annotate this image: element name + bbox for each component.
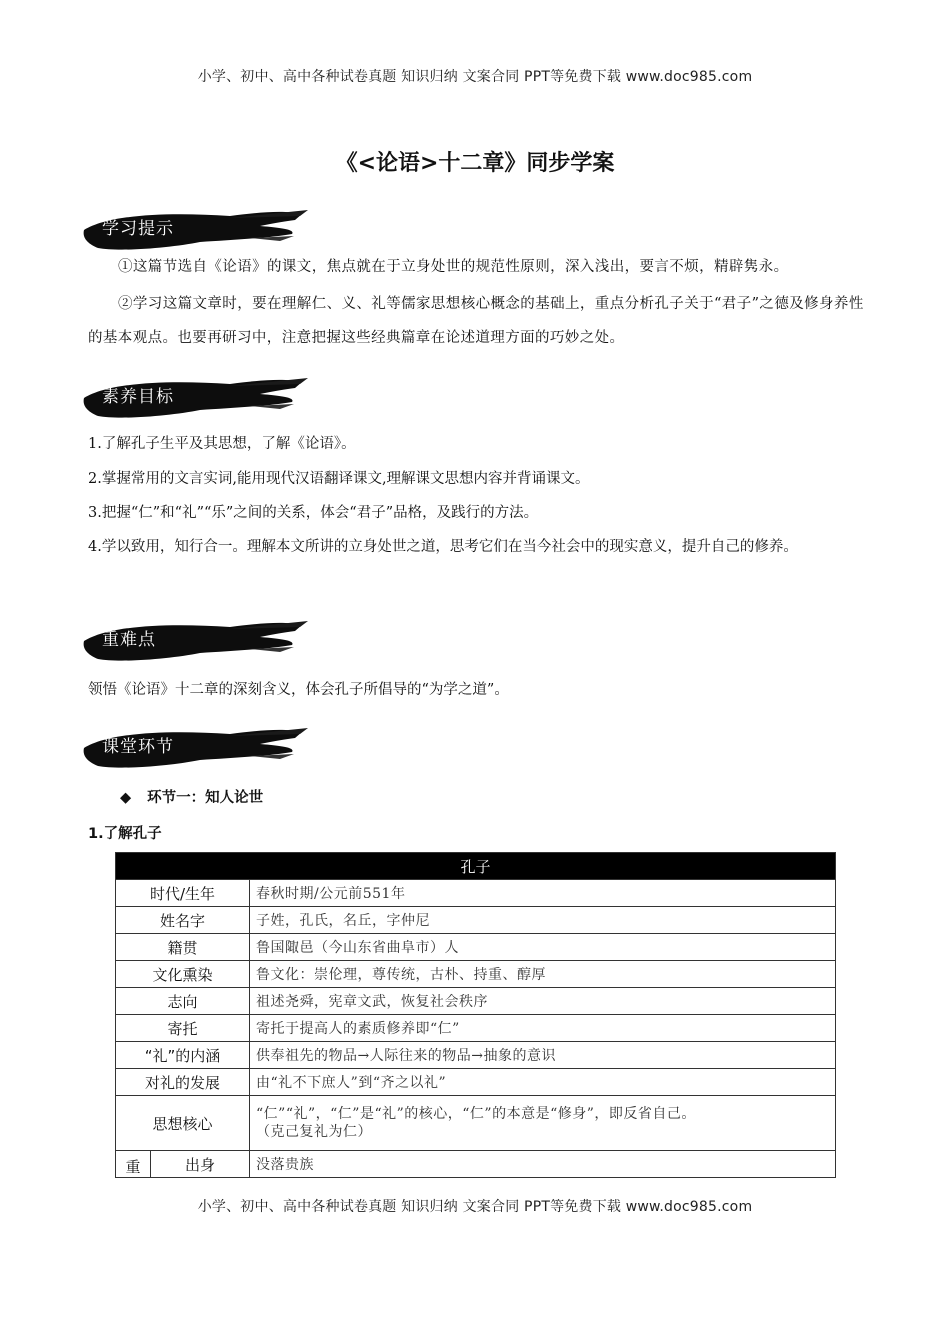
table-key-cell: 对礼的发展 [116, 1069, 250, 1096]
section-header-class [80, 726, 310, 774]
diamond-bullet-icon: ◆ [120, 790, 132, 806]
table-row [116, 880, 836, 907]
table-row [116, 934, 836, 961]
table-title: 孔子 [116, 853, 836, 880]
section-title-tips: 学习提示 [102, 219, 174, 239]
table-row [116, 1042, 836, 1069]
section-header-goals [80, 376, 310, 424]
table-value-cell: 供奉祖先的物品→人际往来的物品→抽象的意识 [250, 1042, 836, 1069]
table-key-cell: 出身 [151, 1151, 250, 1178]
goal-item-2: 2.掌握常用的文言实词,能用现代汉语翻译课文,理解课文思想内容并背诵课文。 [88, 471, 590, 487]
tips-paragraph-1: ①这篇节选自《论语》的课文，焦点就在于立身处世的规范性原则，深入浅出，要言不烦，精辟隽永。 [118, 259, 789, 275]
table-value-cell: 鲁文化：崇伦理，尊传统，古朴、持重、醇厚 [250, 961, 836, 988]
table-key-cell: 思想核心 [116, 1096, 250, 1151]
section-title-key: 重难点 [102, 630, 156, 650]
core-line-2: （克己复礼为仁） [256, 1124, 372, 1140]
section-title-goals: 素养目标 [102, 387, 174, 407]
table-key-cell: 时代/生年 [116, 880, 250, 907]
footer-banner: 小学、初中、高中各种试卷真题 知识归纳 文案合同 PPT等免费下载 www.doc985.com [197, 1199, 753, 1215]
table-value-cell: 由“礼不下庶人”到“齐之以礼” [250, 1069, 836, 1096]
table-value-cell: 鲁国陬邑（今山东省曲阜市）人 [250, 934, 836, 961]
table-group-cell: 重 [116, 1151, 151, 1178]
table-key-cell: 籍贯 [116, 934, 250, 961]
table-value-cell: 子姓，孔氏，名丘，字仲尼 [250, 907, 836, 934]
table-key-cell: 姓名字 [116, 907, 250, 934]
table-value-cell: 没落贵族 [250, 1151, 836, 1178]
goal-item-4: 4.学以致用，知行合一。理解本文所讲的立身处世之道，思考它们在当今社会中的现实意义，提升自己的修养。 [88, 539, 798, 555]
table-value-cell-core [250, 1096, 836, 1151]
goal-item-3: 3.把握“仁”和“礼”“乐”之间的关系，体会“君子”品格，及践行的方法。 [88, 505, 539, 521]
table-key-cell: 志向 [116, 988, 250, 1015]
table-row [116, 907, 836, 934]
table-key-cell: “礼”的内涵 [116, 1042, 250, 1069]
section-title-class: 课堂环节 [102, 737, 174, 757]
table-row [116, 1069, 836, 1096]
stage-one-heading [120, 786, 263, 807]
tips-paragraph-2: ②学习这篇文章时，要在理解仁、义、礼等儒家思想核心概念的基础上，重点分析孔子关于“君子”之德及修身养性的基本观点。也要再研习中，注意把握这些经典篇章在论述道理方面的巧妙之处。 [88, 296, 864, 346]
confucius-info-table [115, 852, 836, 1178]
core-line-1: “仁”“礼”，“仁”是“礼”的核心，“仁”的本意是“修身”，即反省自己。 [256, 1106, 696, 1122]
key-points-text: 领悟《论语》十二章的深刻含义，体会孔子所倡导的“为学之道”。 [88, 682, 509, 698]
stage-one-label: 环节一：知人论世 [147, 790, 264, 806]
table-value-cell: 春秋时期/公元前551年 [250, 880, 836, 907]
header-banner: 小学、初中、高中各种试卷真题 知识归纳 文案合同 PPT等免费下载 www.doc985.com [197, 69, 753, 85]
subsection-heading-confucius: 1.了解孔子 [88, 826, 162, 842]
table-row [116, 961, 836, 988]
section-header-tips [80, 208, 310, 256]
page-title: 《<论语>十二章》同步学案 [335, 151, 615, 176]
table-row [116, 1015, 836, 1042]
table-row [116, 1151, 836, 1178]
table-row [116, 988, 836, 1015]
table-key-cell: 寄托 [116, 1015, 250, 1042]
table-value-cell: 寄托于提高人的素质修养即“仁” [250, 1015, 836, 1042]
goal-item-1: 1.了解孔子生平及其思想，了解《论语》。 [88, 436, 356, 452]
table-row-core [116, 1096, 836, 1151]
table-key-cell: 文化熏染 [116, 961, 250, 988]
section-header-key [80, 619, 310, 667]
table-value-cell: 祖述尧舜，宪章文武，恢复社会秩序 [250, 988, 836, 1015]
